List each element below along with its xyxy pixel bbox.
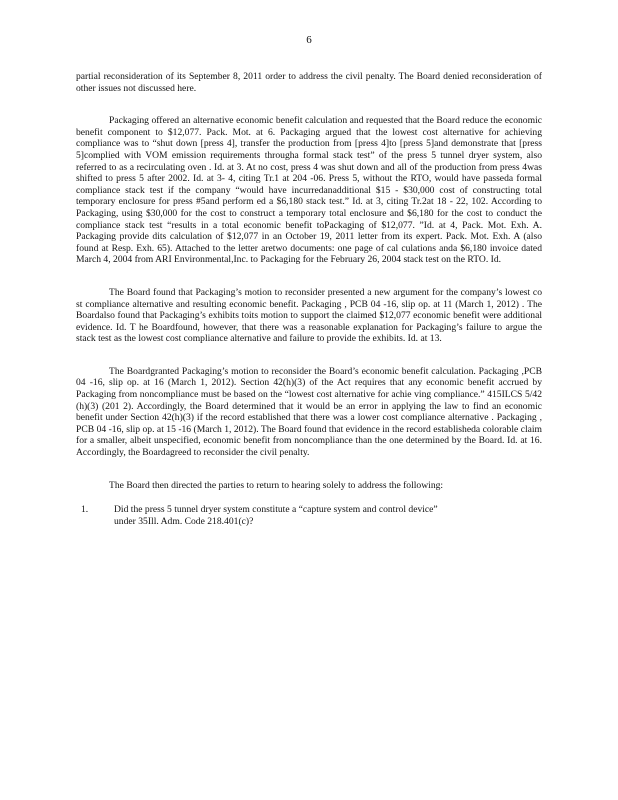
page-number: 6 <box>306 34 312 46</box>
list-item-text: Did the press 5 tunnel dryer system constitute a “capture system and control device” under 35Ill. Adm. Code 218.401(c)? <box>114 504 438 527</box>
paragraph-5: The Board then directed the parties to return to hearing solely to address the following: <box>109 479 444 491</box>
paragraph-1: partial reconsideration of its September 8, 2011 order to address the civil penalty. The Board denied reconsideration of other issues not discussed here. <box>76 71 542 94</box>
paragraph-3: The Board found that Packaging’s motion to reconsider presented a new argument for the company’s lowest co st compliance alternative and resulting economic benefit. Packaging , PCB 04 -16, slip op. at 11 (March 1, 2012) . The Boardalso found that Packaging’s exhibits toits motion to support the claimed $12,077 economic benefit were additional evidence. Id. T he Boardfound, however, that there was a reasonable explanation for Packaging’s failure to argue the stack test as the lowest cost compliance alternative and failure to provide the exhibits. Id. at 13. <box>76 286 542 345</box>
page-body <box>76 71 542 527</box>
paragraph-2: Packaging offered an alternative economic benefit calculation and requested that the Board reduce the economic benefit component to $12,077. Pack. Mot. at 6. Packaging argued that the lowest cost alternative for achieving compliance was to “shut down [press 4], transfer the production from [press 4]to [press 5]and demonstrate that [press 5]complied with VOM emission requirements througha formal stack test” of the press 5 tunnel dryer system, also referred to as a recirculating oven . Id. at 3. At no cost, press 4 was shut down and all of the production from press 4was shifted to press 5 after 2002. Id. at 3- 4, citing Tr.1 at 204 -06. Press 5, without the RTO, would have passeda formal compliance stack test if the company “would have incurredanadditional $15 - $30,000 cost of constructing total temporary enclosure for press #5and perform ed a $6,180 stack test.” Id. at 3, citing Tr.2at 18 - 22, 102. According to Packaging, using $30,000 for the cost to construct a temporary total enclosure and $6,180 for the cost to conduct the compliance stack test “results in a total economic benefit toPackaging of $12,077. ”Id. at 4, Pack. Mot. Exh. A. Packaging provide dits calculation of $12,077 in an October 19, 2011 letter from its expert. Pack. Mot. Exh. A (also found at Resp. Exh. 65). Attached to the letter aretwo documents: one page of cal culations anda $6,180 invoice dated March 4, 2004 from ARI Environmental,Inc. to Packaging for the February 26, 2004 stack test on the RTO. Id. <box>76 115 542 266</box>
paragraph-4: The Boardgranted Packaging’s motion to reconsider the Board’s economic benefit calculation. Packaging ,PCB 04 -16, slip op. at 16 (March 1, 2012). Section 42(h)(3) of the Act requires that any economic benefit accrued by Packaging from noncompliance must be based on the “lowest cost alternative for achie ving compliance.” 415ILCS 5/42 (h)(3) (201 2). Accordingly, the Board determined that it would be an error in applying the law to find an economic benefit under Section 42(h)(3) if the record established that there was a lower cost compliance alternative . Packaging , PCB 04 -16, slip op. at 15 -16 (March 1, 2012). The Board found that evidence in the record establisheda colorable claim for a smaller, albeit unspecified, economic benefit from noncompliance than the one determined by the Board. Id. at 16. Accordingly, the Boardagreed to reconsider the civil penalty. <box>76 365 542 459</box>
list-item-number: 1. <box>81 504 89 516</box>
list-item <box>76 504 542 527</box>
